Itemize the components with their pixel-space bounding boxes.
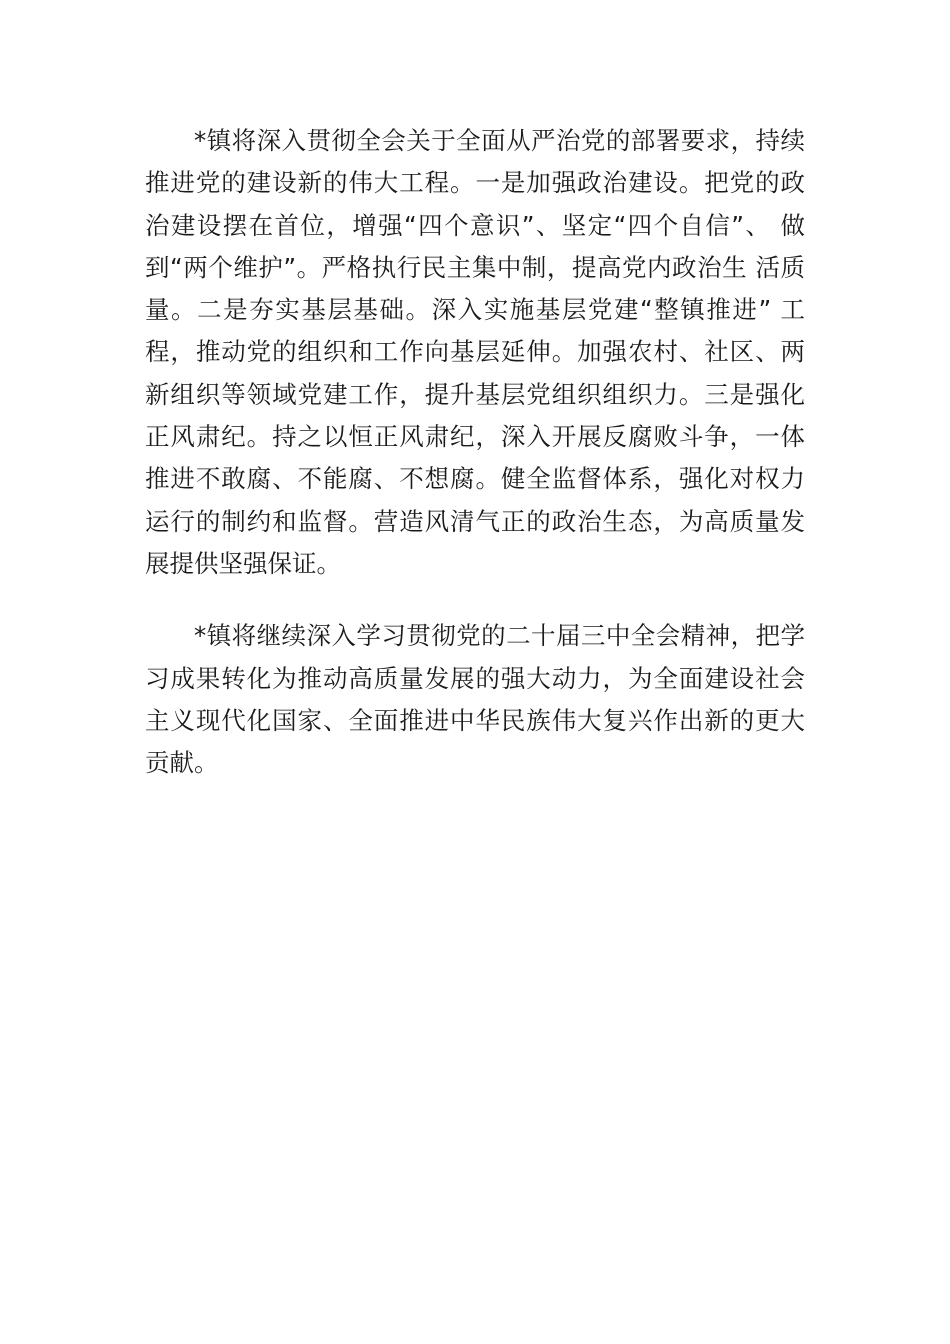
paragraph-conclusion: *镇将继续深入学习贯彻党的二十届三中全会精神，把学习成果转化为推动高质量发展的强大动力，为全面建设社会主义现代化国家、全面推进中华民族伟大复兴作出新的更大贡献。	[145, 621, 805, 778]
paragraph-party-building: *镇将深入贯彻全会关于全面从严治党的部署要求，持续推进党的建设新的伟大工程。一是加强政治建设。把党的政治建设摆在首位，增强“四个意识”、坚定“四个自信”、 做到“两个维护”。严格执行民主集中制，提高党内政治生 活质量。二是夯实基层基础。深入实施基层党建“整镇推进” 工程，推动党的组织和工作向基层延伸。加强农村、社区、两新组织等领域党建工作，提升基层党组织组织力。三是强化正风肃纪。持之以恒正风肃纪，深入开展反腐败斗争，一体推进不敢腐、不能腐、不想腐。健全监督体系，强化对权力运行的制约和监督。营造风清气正的政治生态，为高质量发展提供坚强保证。	[145, 126, 805, 578]
document-body	[145, 120, 805, 784]
